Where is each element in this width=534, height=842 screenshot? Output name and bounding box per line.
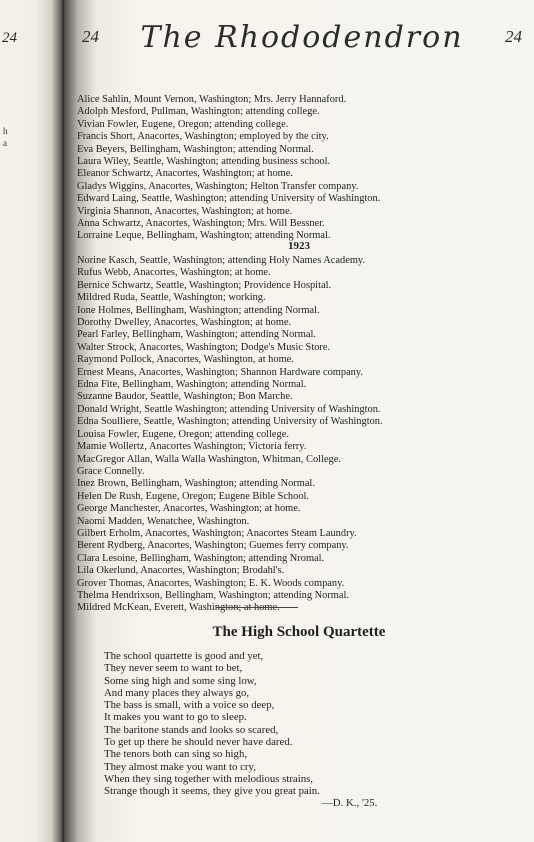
poem-line: Strange though it seems, they give you great pain.: [104, 785, 320, 798]
alumni-entry: Norine Kasch, Seattle, Washington; attending Holy Names Academy.: [77, 255, 366, 266]
alumni-entry: Inez Brown, Bellingham, Washington; attending Normal.: [77, 478, 315, 490]
poem-body: [104, 650, 320, 798]
poem-line: It makes you want to go to sleep.: [104, 711, 247, 724]
alumni-entry: Mamie Wollertz, Anacortes Washington; Victoria ferry.: [77, 441, 307, 453]
alumni-entry: Ernest Means, Anacortes, Washington; Shannon Hardware company.: [77, 366, 363, 378]
poem-line: When they sing together with melodious strains,: [104, 772, 314, 785]
alumni-entry: Berent Rydberg, Anacortes, Washington; Guemes ferry company.: [77, 540, 349, 552]
alumni-entry: Suzanne Baudor, Seattle, Washington; Bon Marche.: [77, 391, 293, 403]
alumni-entry: Gladys Wiggins, Anacortes, Washington; Helton Transfer company.: [77, 180, 359, 192]
class-year-heading: 1923: [288, 240, 310, 252]
alumni-entry: Edna Fite, Bellingham, Washington; attending Normal.: [77, 379, 307, 391]
poem-line: The bass is small, with a voice so deep,: [104, 699, 275, 712]
poem-line: And many places they always go,: [104, 686, 250, 699]
alumni-entry: Grover Thomas, Anacortes, Washington; E. K. Woods company.: [77, 577, 345, 589]
header-title: The Rhododendron: [140, 20, 464, 55]
poem-line: The school quartette is good and yet,: [104, 650, 264, 662]
alumni-entry: Lorraine Leque, Bellingham, Washington; attending Normal.: [77, 230, 331, 242]
poem-line: To get up there he should never have dared.: [104, 736, 293, 749]
alumni-entry: Adolph Mesford, Pullman, Washington; attending college.: [77, 106, 320, 118]
alumni-entry: Mildred McKean, Everett, Washington; at home.: [77, 602, 280, 614]
alumni-entry: Thelma Hendrixson, Bellingham, Washington; attending Normal.: [77, 589, 349, 601]
alumni-entry: Laura Wiley, Seattle, Washington; attending business school.: [77, 156, 331, 168]
poem-line: They almost make you want to cry,: [104, 760, 256, 773]
alumni-entry: Anna Schwartz, Anacortes, Washington; Mrs. Will Bessner.: [77, 218, 325, 230]
alumni-entry: Rufus Webb, Anacortes, Washington; at home.: [77, 267, 271, 279]
poem-title: The High School Quartette: [212, 624, 386, 640]
alumni-entry: George Manchester, Anacortes, Washington; at home.: [77, 503, 301, 515]
alumni-entry: Bernice Schwartz, Seattle, Washington; Providence Hospital.: [77, 279, 332, 291]
alumni-entry: Edward Laing, Seattle, Washington; attending University of Washington.: [77, 193, 381, 205]
section-divider: [216, 607, 298, 608]
alumni-entry: Donald Wright, Seattle Washington; attending University of Washington.: [77, 403, 381, 415]
header-page-number-right: 24: [505, 27, 522, 46]
alumni-entry: Raymond Pollock, Anacortes, Washington, at home.: [77, 354, 294, 366]
poem-line: The tenors both can sing so high,: [104, 748, 248, 761]
alumni-list-earlier: [77, 94, 380, 243]
alumni-entry: MacGregor Allan, Walla Walla Washington, Whitman, College.: [77, 453, 341, 465]
alumni-entry: Gilbert Erholm, Anacortes, Washington; Anacortes Steam Laundry.: [77, 527, 357, 539]
facing-page-edge: [0, 0, 64, 842]
poem-signature: —D. K., '25.: [322, 797, 378, 809]
poem-line: The baritone stands and looks so scared,: [104, 723, 279, 736]
facing-page-fragment: a: [3, 138, 7, 148]
facing-page-fragment: h: [3, 126, 8, 136]
alumni-entry: Ione Holmes, Bellingham, Washington; attending Normal.: [77, 304, 320, 316]
alumni-entry: Louisa Fowler, Eugene, Oregon; attending college.: [77, 428, 289, 440]
facing-page-number: 24: [2, 30, 17, 46]
alumni-entry: Helen De Rush, Eugene, Oregon; Eugene Bible School.: [77, 490, 310, 502]
alumni-entry: Eleanor Schwartz, Anacortes, Washington; at home.: [77, 168, 293, 180]
running-header: [82, 20, 522, 56]
alumni-entry: Vivian Fowler, Eugene, Oregon; attending college.: [77, 118, 289, 130]
alumni-entry: Edna Soulliere, Seattle, Washington; attending University of Washington.: [77, 416, 383, 428]
alumni-entry: Walter Strock, Anacortes, Washington; Dodge's Music Store.: [77, 341, 331, 353]
alumni-entry: Mildred Ruda, Seattle, Washington; working.: [77, 292, 266, 304]
alumni-entry: Lila Okerlund, Anacortes, Washington; Brodahl's.: [77, 565, 285, 577]
alumni-entry: Alice Sahlin, Mount Vernon, Washington; Mrs. Jerry Hannaford.: [77, 94, 347, 105]
header-page-number-left: 24: [82, 27, 99, 46]
book-page: [64, 0, 534, 842]
poem-line: They never seem to want to bet,: [104, 662, 243, 675]
alumni-list-1923: [77, 255, 383, 615]
alumni-entry: Grace Connelly.: [77, 465, 145, 477]
alumni-entry: Naomi Madden, Wenatchee, Washington.: [77, 515, 250, 527]
alumni-entry: Francis Short, Anacortes, Washington; employed by the city.: [77, 131, 329, 143]
poem-line: Some sing high and some sing low,: [104, 674, 257, 687]
alumni-entry: Virginia Shannon, Anacortes, Washington; at home.: [77, 205, 293, 217]
alumni-entry: Clara Lesoine, Bellingham, Washington; attending Nromal.: [77, 552, 325, 564]
alumni-entry: Eva Beyers, Bellingham, Washington; attending Normal.: [77, 143, 314, 155]
alumni-entry: Pearl Farley, Bellingham, Washington; attending Normal.: [77, 329, 316, 341]
alumni-entry: Dorothy Dwelley, Anacortes, Washington; at home.: [77, 317, 292, 329]
